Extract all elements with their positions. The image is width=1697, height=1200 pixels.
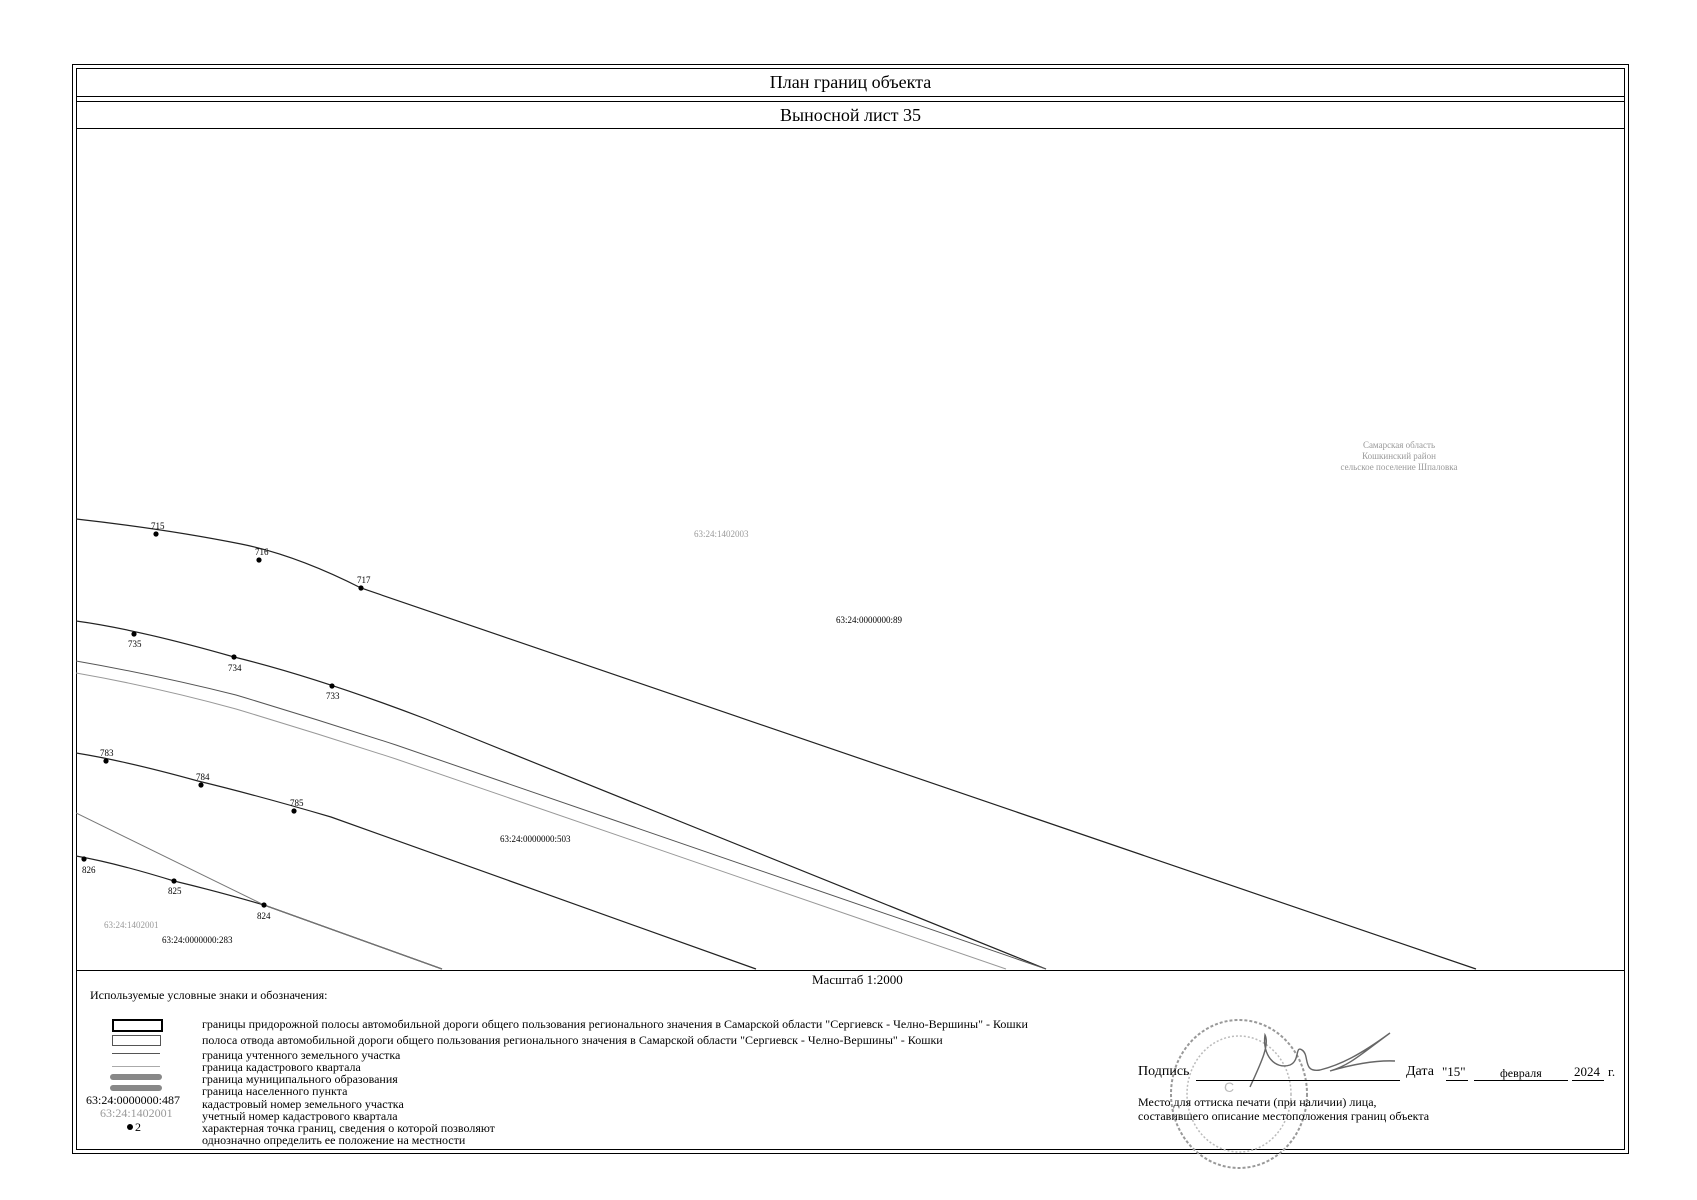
legend-item-1: границы придорожной полосы автомобильной дороги общего пользования регионального значения в Самарской области "Сергиевск - Челно-Вершины" - Кошки <box>202 1017 1028 1031</box>
point-735 <box>131 631 136 636</box>
point-label-717: 717 <box>357 575 371 585</box>
point-label-734: 734 <box>228 663 242 673</box>
quarter-number-bottom: 63:24:1402001 <box>104 920 159 930</box>
point-716 <box>256 557 261 562</box>
sheet-title: Выносной лист 35 <box>76 101 1625 129</box>
handwritten-signature <box>1240 1025 1400 1095</box>
map-bottom-border <box>76 970 1625 971</box>
legend-sample-quarter: 63:24:1402001 <box>100 1106 173 1120</box>
parcel-number-283: 63:24:0000000:283 <box>162 935 233 945</box>
boundary-line-middle <box>76 621 1046 969</box>
point-label-824: 824 <box>257 911 271 921</box>
roadside-strip-symbol <box>112 1019 163 1032</box>
point-label-735: 735 <box>128 639 142 649</box>
date-day: "15" <box>1442 1064 1466 1079</box>
signature-line <box>1196 1080 1400 1081</box>
point-783 <box>103 758 108 763</box>
boundary-line-top <box>76 519 1476 969</box>
parcel-number-503: 63:24:0000000:503 <box>500 834 571 844</box>
legend-item-4: граница кадастрового квартала <box>202 1060 361 1074</box>
point-826 <box>81 856 86 861</box>
legend-item-8: учетный номер кадастрового квартала <box>202 1109 398 1123</box>
point-717 <box>358 585 363 590</box>
municipal-boundary-symbol <box>110 1074 162 1080</box>
point-734 <box>231 654 236 659</box>
point-label-825: 825 <box>168 886 182 896</box>
point-label-784: 784 <box>196 772 210 782</box>
region-label-1: Самарская область <box>1362 440 1436 450</box>
legend-title: Используемые условные знаки и обозначения: <box>90 988 328 1002</box>
legend-item-6: граница населенного пункта <box>202 1084 348 1098</box>
boundary-map <box>76 129 1625 970</box>
point-715 <box>153 531 158 536</box>
year-line <box>1572 1080 1604 1081</box>
region-label-2: Кошкинский район <box>1362 451 1436 461</box>
right-of-way-symbol <box>112 1035 161 1046</box>
point-label-783: 783 <box>100 748 114 758</box>
legend-item-2: полоса отвода автомобильной дороги общего пользования регионального значения в Самарской области "Сергиевск - Челно-Вершины" - Кошки <box>202 1033 943 1047</box>
point-label-715: 715 <box>151 521 165 531</box>
stamp-note-line-2: составившего описание местоположения границ объекта <box>1138 1109 1430 1123</box>
legend-item-7: кадастровый номер земельного участка <box>202 1097 404 1111</box>
day-line <box>1446 1080 1468 1081</box>
quarter-number-top: 63:24:1402003 <box>694 529 749 539</box>
legend-sample-parcel: 63:24:0000000:487 <box>86 1093 181 1107</box>
point-784 <box>198 782 203 787</box>
legend-item-3: граница учтенного земельного участка <box>202 1048 401 1062</box>
point-733 <box>329 683 334 688</box>
point-825 <box>171 878 176 883</box>
legend-item-9: характерная точка границ, сведения о которой позволяют <box>202 1121 495 1135</box>
month-line <box>1474 1080 1568 1081</box>
stamp-note-line-1: Место для оттиска печати (при наличии) лица, <box>1138 1095 1377 1109</box>
signature-label: Подпись <box>1138 1064 1190 1079</box>
point-label-716: 716 <box>255 547 269 557</box>
parcel-boundary-symbol <box>112 1053 160 1054</box>
legend-sample-point: 2 <box>135 1120 141 1134</box>
settlement-boundary-symbol <box>110 1085 162 1091</box>
point-label-826: 826 <box>82 865 96 875</box>
point-824 <box>261 902 266 907</box>
year-suffix: г. <box>1608 1064 1616 1079</box>
region-label-3: сельское поселение Шпаловка <box>1340 462 1458 472</box>
date-month: февраля <box>1500 1066 1542 1080</box>
point-label-733: 733 <box>326 691 340 701</box>
point-785 <box>291 808 296 813</box>
plan-title: План границ объекта <box>76 69 1625 97</box>
legend-item-10: однозначно определить ее положение на местности <box>202 1133 466 1147</box>
date-label: Дата <box>1406 1064 1434 1079</box>
point-marker-icon <box>127 1124 133 1130</box>
parcel-number-89: 63:24:0000000:89 <box>836 615 903 625</box>
scale-label: Масштаб 1:2000 <box>812 972 903 987</box>
legend-item-5: граница муниципального образования <box>202 1072 398 1086</box>
date-year: 2024 <box>1574 1064 1600 1079</box>
parcel-boundary-line <box>76 813 442 969</box>
quarter-boundary-line-1 <box>76 661 1046 969</box>
svg-text:С: С <box>1224 1079 1235 1095</box>
point-label-785: 785 <box>290 798 304 808</box>
quarter-boundary-symbol <box>112 1066 160 1067</box>
quarter-boundary-line-2 <box>76 673 1006 969</box>
